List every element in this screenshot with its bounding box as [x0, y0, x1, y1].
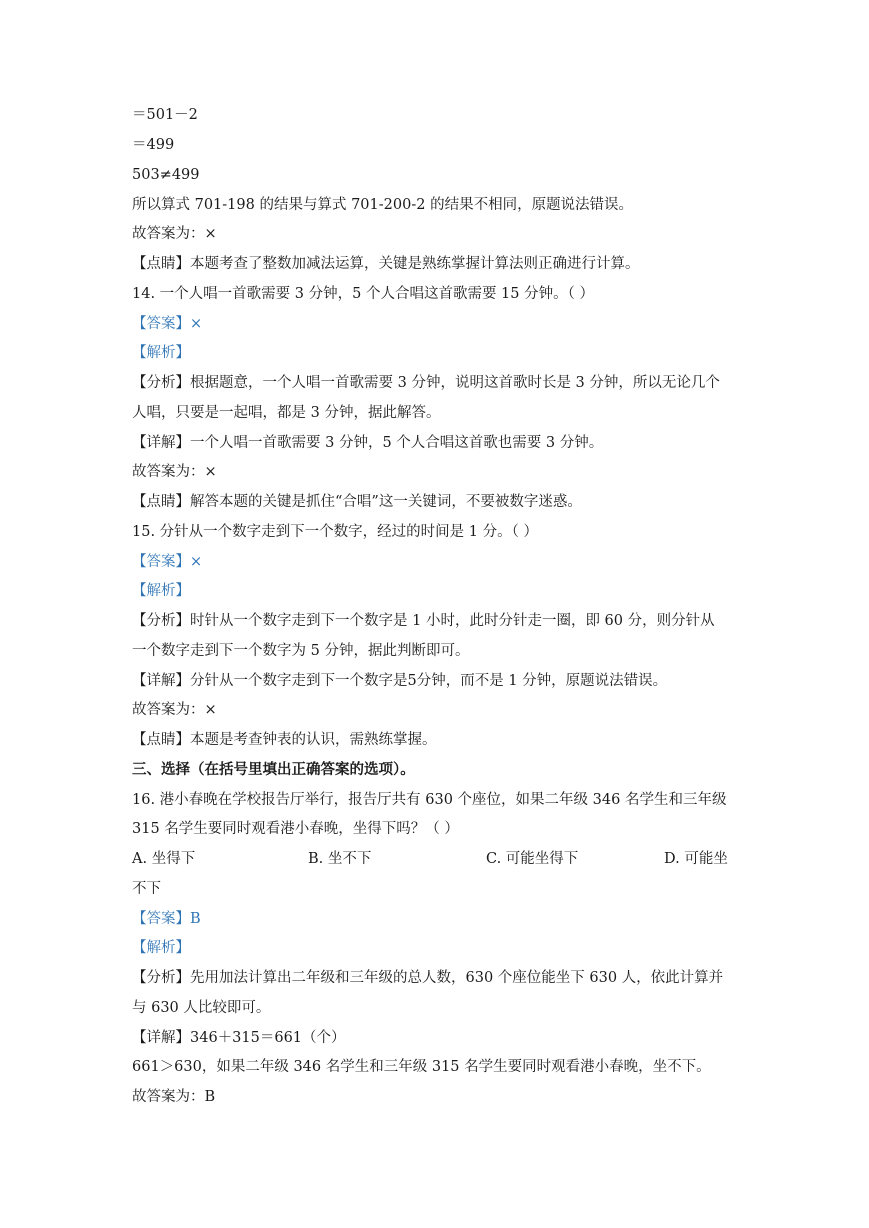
note-line: 【点睛】本题是考查钟表的认识，需熟练掌握。	[132, 732, 437, 748]
detail-line: 661＞630，如果二年级 346 名学生和三年级 315 名学生要同时观看港小春晚，坐不下。	[132, 1059, 711, 1075]
text-line: 所以算式 701-198 的结果与算式 701-200-2 的结果不相同，原题说法错误。	[132, 197, 634, 213]
answer-label: 【答案】×	[132, 554, 203, 570]
answer-line: 故答案为：×	[132, 464, 217, 480]
note-line: 【点睛】本题考查了整数加减法运算，关键是熟练掌握计算法则正确进行计算。	[132, 256, 640, 272]
text-line: ＝499	[132, 137, 175, 153]
answer-label: 【答案】×	[132, 316, 203, 332]
analysis-label: 【解析】	[132, 583, 190, 599]
detail-line: 【详解】346＋315＝661（个）	[132, 1030, 346, 1046]
detail-line: 【详解】一个人唱一首歌需要 3 分钟，5 个人合唱这首歌也需要 3 分钟。	[132, 435, 604, 451]
analysis-line: 【分析】先用加法计算出二年级和三年级的总人数，630 个座位能坐下 630 人，依此计算并	[132, 970, 724, 986]
answer-line: 故答案为：×	[132, 702, 217, 718]
analysis-line: 【分析】根据题意，一个人唱一首歌需要 3 分钟，说明这首歌时长是 3 分钟，所以无论几个	[132, 375, 720, 391]
analysis-label: 【解析】	[132, 345, 190, 361]
answer-label: 【答案】B	[132, 911, 201, 927]
option-c: C. 可能坐得下	[486, 851, 579, 867]
option-a: A. 坐得下	[132, 851, 196, 867]
analysis-line: 人唱，只要是一起唱，都是 3 分钟，据此解答。	[132, 405, 441, 421]
question-14: 14. 一个人唱一首歌需要 3 分钟，5 个人合唱这首歌需要 15 分钟。（ ）	[132, 286, 594, 302]
note-line: 【点睛】解答本题的关键是抓住“合唱”这一关键词，不要被数字迷惑。	[132, 494, 582, 510]
analysis-line: 一个数字走到下一个数字为 5 分钟，据此判断即可。	[132, 643, 470, 659]
option-d-continued: 不下	[132, 881, 161, 897]
option-d: D. 可能坐	[664, 851, 728, 867]
answer-line: 故答案为：B	[132, 1089, 216, 1105]
question-15: 15. 分针从一个数字走到下一个数字，经过的时间是 1 分。（ ）	[132, 524, 538, 540]
text-line: 503≠499	[132, 167, 200, 183]
question-16: 315 名学生要同时观看港小春晚，坐得下吗？（ ）	[132, 821, 459, 837]
text-line: ＝501－2	[132, 107, 198, 123]
section-heading: 三、选择（在括号里填出正确答案的选项）。	[132, 761, 415, 778]
option-b: B. 坐不下	[308, 851, 372, 867]
analysis-line: 【分析】时针从一个数字走到下一个数字是 1 小时，此时分针走一圈，即 60 分，则分针从	[132, 613, 715, 629]
analysis-label: 【解析】	[132, 940, 190, 956]
question-16: 16. 港小春晚在学校报告厅举行，报告厅共有 630 个座位，如果二年级 346 名学生和三年级	[132, 792, 727, 808]
answer-line: 故答案为：×	[132, 226, 217, 242]
analysis-line: 与 630 人比较即可。	[132, 1000, 271, 1016]
detail-line: 【详解】分针从一个数字走到下一个数字是5分钟，而不是 1 分钟，原题说法错误。	[132, 673, 668, 689]
